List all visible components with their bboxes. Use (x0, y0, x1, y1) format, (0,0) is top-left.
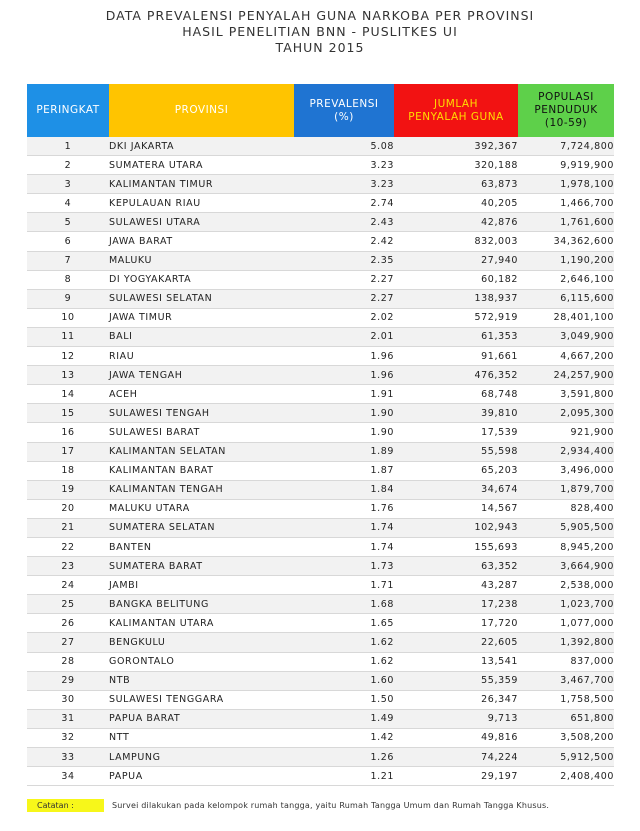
header-populasi-line-1: POPULASI (538, 91, 594, 103)
cell-province: NTB (109, 671, 294, 690)
cell-population: 2,095,300 (518, 404, 614, 423)
cell-province: ACEH (109, 385, 294, 404)
cell-rank: 28 (27, 652, 109, 671)
table-row (27, 156, 614, 175)
cell-population: 1,190,200 (518, 251, 614, 270)
cell-prevalence: 2.27 (294, 289, 394, 308)
cell-users: 13,541 (394, 652, 518, 671)
header-populasi-line-2: PENDUDUK (534, 104, 598, 116)
table-header-row (27, 84, 614, 137)
cell-population: 2,538,000 (518, 576, 614, 595)
table-row (27, 270, 614, 289)
cell-prevalence: 3.23 (294, 175, 394, 194)
header-jumlah-line-1: JUMLAH (433, 97, 478, 110)
header-populasi (518, 84, 614, 137)
table-row (27, 748, 614, 767)
cell-rank: 23 (27, 557, 109, 576)
cell-population: 1,758,500 (518, 690, 614, 709)
cell-rank: 33 (27, 748, 109, 767)
cell-rank: 7 (27, 251, 109, 270)
cell-prevalence: 1.84 (294, 480, 394, 499)
cell-population: 921,900 (518, 423, 614, 442)
footnote (27, 798, 549, 812)
cell-rank: 20 (27, 499, 109, 518)
table-row (27, 499, 614, 518)
header-provinsi-label: PROVINSI (174, 104, 229, 116)
table-row (27, 614, 614, 633)
cell-users: 320,188 (394, 156, 518, 175)
table-row (27, 576, 614, 595)
cell-prevalence: 1.65 (294, 614, 394, 633)
cell-rank: 25 (27, 595, 109, 614)
cell-province: KALIMANTAN TIMUR (109, 175, 294, 194)
cell-province: SULAWESI BARAT (109, 423, 294, 442)
cell-population: 1,978,100 (518, 175, 614, 194)
cell-users: 34,674 (394, 480, 518, 499)
cell-users: 138,937 (394, 289, 518, 308)
cell-users: 17,539 (394, 423, 518, 442)
cell-province: GORONTALO (109, 652, 294, 671)
cell-prevalence: 2.43 (294, 213, 394, 232)
table-row (27, 251, 614, 270)
cell-population: 8,945,200 (518, 537, 614, 556)
cell-province: SULAWESI SELATAN (109, 289, 294, 308)
cell-rank: 29 (27, 671, 109, 690)
cell-prevalence: 1.91 (294, 385, 394, 404)
cell-rank: 27 (27, 633, 109, 652)
cell-population: 651,800 (518, 709, 614, 728)
table-row (27, 347, 614, 366)
document-title (0, 8, 640, 56)
cell-province: PAPUA (109, 767, 294, 786)
cell-rank: 15 (27, 404, 109, 423)
cell-province: MALUKU (109, 251, 294, 270)
table-row (27, 308, 614, 327)
cell-users: 55,359 (394, 671, 518, 690)
table-row (27, 767, 614, 786)
cell-users: 68,748 (394, 385, 518, 404)
cell-prevalence: 2.74 (294, 194, 394, 213)
cell-users: 102,943 (394, 518, 518, 537)
cell-prevalence: 1.89 (294, 442, 394, 461)
cell-province: SUMATERA SELATAN (109, 518, 294, 537)
cell-prevalence: 1.26 (294, 748, 394, 767)
header-peringkat (27, 84, 109, 137)
cell-rank: 3 (27, 175, 109, 194)
cell-rank: 18 (27, 461, 109, 480)
cell-population: 3,508,200 (518, 728, 614, 747)
cell-users: 60,182 (394, 270, 518, 289)
cell-province: KALIMANTAN SELATAN (109, 442, 294, 461)
cell-population: 1,392,800 (518, 633, 614, 652)
cell-population: 9,919,900 (518, 156, 614, 175)
table-row (27, 366, 614, 385)
cell-users: 63,873 (394, 175, 518, 194)
cell-rank: 34 (27, 767, 109, 786)
cell-province: JAWA TENGAH (109, 366, 294, 385)
table-row (27, 213, 614, 232)
table-row (27, 652, 614, 671)
table-row (27, 671, 614, 690)
cell-users: 61,353 (394, 327, 518, 346)
cell-prevalence: 1.90 (294, 404, 394, 423)
cell-prevalence: 1.62 (294, 633, 394, 652)
cell-population: 1,879,700 (518, 480, 614, 499)
cell-population: 7,724,800 (518, 137, 614, 156)
cell-users: 17,720 (394, 614, 518, 633)
cell-prevalence: 1.68 (294, 595, 394, 614)
cell-rank: 30 (27, 690, 109, 709)
table-row (27, 327, 614, 346)
cell-province: BANTEN (109, 537, 294, 556)
cell-population: 5,905,500 (518, 518, 614, 537)
cell-users: 49,816 (394, 728, 518, 747)
cell-province: KALIMANTAN TENGAH (109, 480, 294, 499)
table-row (27, 137, 614, 156)
cell-population: 2,408,400 (518, 767, 614, 786)
table-row (27, 633, 614, 652)
cell-prevalence: 1.73 (294, 557, 394, 576)
cell-prevalence: 2.27 (294, 270, 394, 289)
cell-province: KEPULAUAN RIAU (109, 194, 294, 213)
cell-users: 74,224 (394, 748, 518, 767)
cell-prevalence: 1.50 (294, 690, 394, 709)
title-line-3: TAHUN 2015 (275, 40, 365, 55)
table-row (27, 480, 614, 499)
cell-province: BALI (109, 327, 294, 346)
cell-prevalence: 1.76 (294, 499, 394, 518)
cell-province: MALUKU UTARA (109, 499, 294, 518)
cell-prevalence: 2.02 (294, 308, 394, 327)
cell-rank: 13 (27, 366, 109, 385)
cell-prevalence: 1.49 (294, 709, 394, 728)
cell-rank: 11 (27, 327, 109, 346)
table-row (27, 232, 614, 251)
cell-population: 2,934,400 (518, 442, 614, 461)
cell-users: 65,203 (394, 461, 518, 480)
cell-users: 39,810 (394, 404, 518, 423)
cell-rank: 16 (27, 423, 109, 442)
cell-province: DKI JAKARTA (109, 137, 294, 156)
table-row (27, 289, 614, 308)
cell-rank: 31 (27, 709, 109, 728)
cell-prevalence: 1.96 (294, 347, 394, 366)
cell-users: 43,287 (394, 576, 518, 595)
table-row (27, 518, 614, 537)
cell-province: JAMBI (109, 576, 294, 595)
table-row (27, 690, 614, 709)
cell-rank: 8 (27, 270, 109, 289)
cell-prevalence: 1.87 (294, 461, 394, 480)
cell-rank: 9 (27, 289, 109, 308)
cell-users: 63,352 (394, 557, 518, 576)
cell-users: 17,238 (394, 595, 518, 614)
cell-users: 155,693 (394, 537, 518, 556)
title-line-2: HASIL PENELITIAN BNN - PUSLITKES UI (182, 24, 458, 39)
cell-rank: 1 (27, 137, 109, 156)
cell-prevalence: 1.42 (294, 728, 394, 747)
cell-population: 28,401,100 (518, 308, 614, 327)
cell-population: 1,761,600 (518, 213, 614, 232)
cell-users: 26,347 (394, 690, 518, 709)
cell-population: 837,000 (518, 652, 614, 671)
header-prevalensi (294, 84, 394, 137)
cell-province: NTT (109, 728, 294, 747)
cell-province: JAWA TIMUR (109, 308, 294, 327)
header-prevalensi-unit: (%) (334, 110, 354, 123)
cell-population: 34,362,600 (518, 232, 614, 251)
cell-prevalence: 1.90 (294, 423, 394, 442)
table-row (27, 404, 614, 423)
cell-province: SULAWESI TENGGARA (109, 690, 294, 709)
cell-province: JAWA BARAT (109, 232, 294, 251)
table-body (27, 137, 614, 786)
cell-users: 832,003 (394, 232, 518, 251)
cell-prevalence: 1.60 (294, 671, 394, 690)
cell-rank: 4 (27, 194, 109, 213)
cell-users: 14,567 (394, 499, 518, 518)
cell-rank: 22 (27, 537, 109, 556)
cell-users: 29,197 (394, 767, 518, 786)
cell-users: 91,661 (394, 347, 518, 366)
cell-population: 1,466,700 (518, 194, 614, 213)
cell-population: 1,077,000 (518, 614, 614, 633)
cell-population: 3,664,900 (518, 557, 614, 576)
cell-prevalence: 1.21 (294, 767, 394, 786)
cell-population: 2,646,100 (518, 270, 614, 289)
cell-province: DI YOGYAKARTA (109, 270, 294, 289)
cell-province: SULAWESI TENGAH (109, 404, 294, 423)
cell-users: 392,367 (394, 137, 518, 156)
cell-rank: 12 (27, 347, 109, 366)
cell-province: KALIMANTAN BARAT (109, 461, 294, 480)
cell-population: 3,591,800 (518, 385, 614, 404)
cell-users: 22,605 (394, 633, 518, 652)
table-row (27, 461, 614, 480)
cell-prevalence: 2.35 (294, 251, 394, 270)
table-row (27, 423, 614, 442)
cell-prevalence: 1.96 (294, 366, 394, 385)
cell-users: 9,713 (394, 709, 518, 728)
cell-prevalence: 1.74 (294, 518, 394, 537)
cell-prevalence: 3.23 (294, 156, 394, 175)
cell-rank: 5 (27, 213, 109, 232)
cell-users: 476,352 (394, 366, 518, 385)
cell-prevalence: 5.08 (294, 137, 394, 156)
cell-population: 3,467,700 (518, 671, 614, 690)
cell-population: 3,496,000 (518, 461, 614, 480)
table-row (27, 557, 614, 576)
cell-prevalence: 2.01 (294, 327, 394, 346)
cell-rank: 21 (27, 518, 109, 537)
table-row (27, 175, 614, 194)
cell-province: SUMATERA UTARA (109, 156, 294, 175)
header-provinsi (109, 84, 294, 137)
cell-population: 5,912,500 (518, 748, 614, 767)
cell-prevalence: 1.71 (294, 576, 394, 595)
cell-province: BENGKULU (109, 633, 294, 652)
note-text: Survei dilakukan pada kelompok rumah tangga, yaitu Rumah Tangga Umum dan Rumah Tangga Khusus. (112, 800, 550, 810)
cell-province: SULAWESI UTARA (109, 213, 294, 232)
table-row (27, 442, 614, 461)
prevalence-table (27, 84, 614, 786)
cell-rank: 14 (27, 385, 109, 404)
cell-users: 42,876 (394, 213, 518, 232)
cell-prevalence: 2.42 (294, 232, 394, 251)
title-line-1: DATA PREVALENSI PENYALAH GUNA NARKOBA PER PROVINSI (105, 8, 535, 23)
table-row (27, 709, 614, 728)
cell-population: 828,400 (518, 499, 614, 518)
cell-users: 55,598 (394, 442, 518, 461)
header-populasi-line-3: (10-59) (544, 117, 588, 129)
cell-rank: 10 (27, 308, 109, 327)
cell-rank: 6 (27, 232, 109, 251)
cell-prevalence: 1.62 (294, 652, 394, 671)
cell-rank: 19 (27, 480, 109, 499)
cell-rank: 26 (27, 614, 109, 633)
header-prevalensi-label: PREVALENSI (309, 97, 379, 110)
cell-province: KALIMANTAN UTARA (109, 614, 294, 633)
cell-rank: 24 (27, 576, 109, 595)
cell-population: 4,667,200 (518, 347, 614, 366)
cell-province: LAMPUNG (109, 748, 294, 767)
header-jumlah (394, 84, 518, 137)
cell-province: PAPUA BARAT (109, 709, 294, 728)
table-row (27, 595, 614, 614)
table-row (27, 194, 614, 213)
header-jumlah-line-2: PENYALAH GUNA (408, 110, 504, 123)
cell-population: 1,023,700 (518, 595, 614, 614)
cell-population: 6,115,600 (518, 289, 614, 308)
cell-users: 27,940 (394, 251, 518, 270)
cell-population: 3,049,900 (518, 327, 614, 346)
cell-province: RIAU (109, 347, 294, 366)
cell-users: 40,205 (394, 194, 518, 213)
cell-rank: 17 (27, 442, 109, 461)
table-row (27, 385, 614, 404)
cell-province: SUMATERA BARAT (109, 557, 294, 576)
table-row (27, 537, 614, 556)
cell-prevalence: 1.74 (294, 537, 394, 556)
header-peringkat-label: PERINGKAT (36, 104, 100, 116)
cell-population: 24,257,900 (518, 366, 614, 385)
cell-rank: 32 (27, 728, 109, 747)
cell-province: BANGKA BELITUNG (109, 595, 294, 614)
table-row (27, 728, 614, 747)
note-label: Catatan : (27, 799, 104, 812)
cell-users: 572,919 (394, 308, 518, 327)
cell-rank: 2 (27, 156, 109, 175)
